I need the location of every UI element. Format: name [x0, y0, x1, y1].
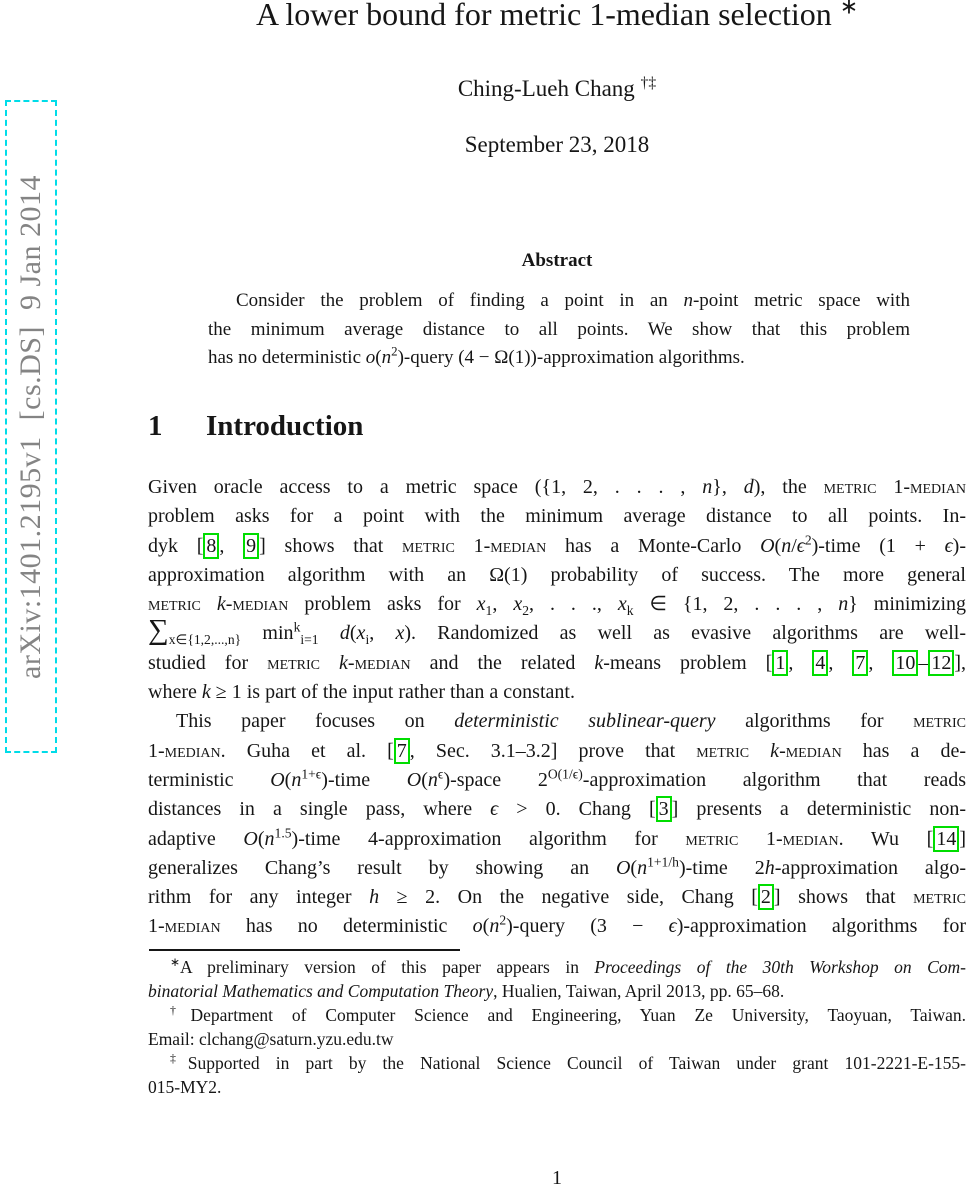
text-run: ( [421, 768, 428, 791]
author-line [148, 76, 966, 102]
text-run: ( [349, 622, 357, 645]
text-line [208, 344, 910, 373]
citation-link[interactable]: 7 [852, 650, 868, 676]
text-run: O [406, 768, 422, 791]
author-footnote-marks: †‡ [640, 74, 657, 92]
text-run: d [339, 622, 350, 645]
text-run: O [760, 534, 775, 557]
text-run: , [492, 593, 514, 616]
text-run: )-time 4-approximation algorithm for [291, 827, 686, 850]
citation-link[interactable]: 1 [772, 650, 788, 676]
paper-title [148, 0, 966, 33]
text-run: ∗ [170, 955, 180, 970]
citation-link[interactable]: 9 [243, 533, 259, 559]
abstract-body [208, 287, 910, 373]
section-heading [148, 410, 966, 443]
text-run: metric 1-median [823, 476, 966, 498]
text-run: -median [779, 739, 842, 762]
text-run: ‡ [170, 1051, 188, 1066]
text-run: the minimum average distance to all points. We show that this problem [208, 318, 910, 340]
text-run: x [356, 622, 366, 645]
text-run: n [264, 827, 275, 850]
text-run: , [369, 622, 396, 645]
text-run: x∈{1,2,...,n} [168, 632, 242, 648]
text-run: n [427, 768, 438, 791]
citation-link[interactable]: 7 [394, 738, 410, 764]
text-run: 015-MY2. [148, 1077, 222, 1097]
text-run: n [637, 856, 648, 879]
text-line [148, 619, 966, 648]
text-run: 1-median [148, 915, 221, 938]
text-run: ≥ 1 is part of the input rather than a constant. [210, 681, 575, 704]
text-line [208, 287, 910, 316]
text-run: rithm for any integer [148, 886, 370, 909]
text-run: 1-median [148, 739, 221, 762]
footnotes [148, 955, 966, 1099]
text-line [148, 737, 966, 766]
page-number: 1 [552, 1167, 562, 1189]
text-run: metric [696, 739, 771, 762]
text-run: n [489, 915, 500, 938]
text-run: ϵ [796, 534, 805, 557]
text-run: has no deterministic [208, 347, 366, 368]
text-run: , [868, 651, 893, 674]
text-run: ( [774, 534, 782, 557]
text-run: i [365, 632, 370, 648]
text-run: x [617, 593, 627, 616]
text-run: metric [148, 593, 217, 616]
title-footnote-mark: ∗ [839, 0, 859, 19]
text-run: n [381, 347, 392, 368]
text-run: -median [347, 651, 411, 674]
text-run: )-query (4 − Ω(1))-approximation algorithms. [397, 347, 745, 368]
text-run: } minimizing [848, 593, 966, 616]
paragraph [148, 707, 966, 941]
text-run: n [702, 476, 713, 498]
text-run: )- [952, 534, 966, 557]
arxiv-id-text: arXiv:1401.2195v1 [cs.DS] 9 Jan 2014 [14, 174, 47, 679]
text-run: Proceedings of the 30th Workshop on Com- [594, 957, 966, 977]
text-run: ] shows that [773, 886, 914, 909]
paper-date: September 23, 2018 [464, 132, 650, 157]
citation-link[interactable]: 3 [656, 796, 672, 822]
text-run: )-space 2 [443, 768, 548, 791]
text-run: binatorial Mathematics and Computation Theory [148, 981, 494, 1001]
text-line [148, 955, 966, 979]
text-run: ). Randomized as well as evasive algorithms are well- [404, 622, 966, 645]
text-run: approximation algorithm with an Ω(1) probability of success. The more general [148, 563, 966, 586]
text-run: algorithms for [715, 710, 914, 733]
text-run: 1+1/h [647, 854, 679, 870]
paper-title-text: A lower bound for metric 1-median selection [255, 0, 832, 32]
text-line [148, 532, 966, 561]
text-run: k [201, 681, 211, 704]
text-run: . Wu [ [838, 827, 934, 850]
text-line [148, 473, 966, 502]
text-run: ≥ 2. On the negative side, Chang [ [379, 886, 758, 909]
text-run: 1.5 [274, 824, 292, 840]
section-number: 1 [148, 410, 163, 442]
text-line [148, 912, 966, 941]
text-run: metric 1-median [685, 827, 839, 850]
introduction-text [148, 473, 966, 942]
text-run: -point metric space with [692, 290, 910, 311]
text-run: This paper focuses on [176, 710, 455, 733]
text-run [319, 622, 340, 644]
text-run: o [365, 347, 376, 368]
text-run: k [770, 739, 780, 762]
text-run: ϵ [668, 915, 677, 938]
text-run: )-query (3 − [506, 915, 669, 938]
citation-link[interactable]: 10 [892, 650, 918, 676]
text-run: ), the [753, 476, 824, 498]
text-run: h [764, 856, 775, 879]
text-run: , [828, 651, 853, 674]
citation-link[interactable]: 14 [933, 826, 959, 852]
text-run: 1+ϵ [301, 766, 322, 782]
text-run: min [241, 622, 294, 645]
text-line [148, 502, 966, 531]
text-run: ], [954, 651, 966, 674]
text-run: x [395, 622, 405, 645]
text-line [148, 707, 966, 736]
text-run: k [216, 593, 226, 616]
text-run: i=1 [300, 632, 319, 648]
text-run: n [838, 593, 849, 616]
text-line [148, 766, 966, 795]
text-line [148, 1051, 966, 1075]
text-run: ] [959, 827, 966, 850]
text-run: d [743, 476, 754, 498]
text-run: has no deterministic [220, 915, 473, 938]
text-run: metric 1-median [402, 534, 547, 557]
text-run: x [513, 593, 523, 616]
citation-link[interactable]: 2 [758, 884, 774, 910]
text-line [148, 1075, 966, 1099]
text-run: n [781, 534, 792, 557]
text-run: metric [913, 886, 966, 909]
text-run: ( [257, 827, 265, 850]
text-run: ( [630, 856, 638, 879]
text-run: O(1/ϵ) [547, 766, 583, 782]
text-run: ∑ [148, 619, 169, 647]
text-run: Supported in part by the National Science Council of Taiwan under grant 101-2221-E-155- [187, 1053, 966, 1073]
text-run: ( [482, 915, 490, 938]
text-run: x [476, 593, 486, 616]
text-line [148, 590, 966, 619]
text-run: has a de- [841, 739, 966, 762]
text-run: )-time [321, 768, 407, 791]
citation-link[interactable]: 8 [203, 533, 219, 559]
text-run: n [683, 290, 693, 311]
text-run: metric [913, 710, 966, 733]
text-run: 2 [391, 344, 398, 359]
text-run: O [270, 768, 285, 791]
text-run: , [788, 651, 813, 674]
text-line [148, 649, 966, 678]
abstract-heading: Abstract [521, 250, 593, 271]
text-run: and the related [410, 651, 595, 674]
text-run: n [291, 768, 302, 791]
text-run: dyk [ [148, 534, 204, 557]
text-run: generalizes Chang’s result by showing an [148, 856, 616, 879]
text-run: k [594, 651, 604, 674]
text-run: -approximation algorithm that reads [582, 768, 966, 791]
text-run: O [615, 856, 631, 879]
text-line [148, 678, 966, 707]
text-run: , [219, 534, 244, 557]
text-run: o [472, 915, 483, 938]
text-run: }, [712, 476, 744, 498]
text-run: O [243, 827, 258, 850]
author-name: Ching-Lueh Chang [457, 76, 635, 101]
text-run: )-time 2 [678, 856, 765, 879]
text-run: > 0. Chang [ [498, 798, 656, 821]
text-run: metric [267, 651, 340, 674]
section-title: Introduction [206, 410, 364, 442]
text-line [148, 795, 966, 824]
text-run: A preliminary version of this paper appears in [179, 957, 595, 977]
text-run: † [170, 1003, 191, 1018]
text-run: / [791, 534, 797, 557]
text-run: )-time (1 + [811, 534, 945, 557]
text-run: k [293, 619, 301, 635]
text-run: Given oracle access to a metric space ({1, 2, . . . , [148, 476, 703, 498]
text-run: Email: clchang@saturn.yzu.edu.tw [148, 1029, 394, 1049]
text-line [148, 979, 966, 1003]
text-run: where [148, 681, 202, 704]
text-line [148, 1003, 966, 1027]
text-run: terministic [148, 768, 271, 791]
text-run: ϵ [944, 534, 953, 557]
text-run: -means problem [ [603, 651, 773, 674]
text-run: adaptive [148, 827, 244, 850]
text-run: . Guha et al. [ [220, 739, 394, 762]
footnote-rule [149, 949, 460, 951]
text-run: studied for [148, 651, 268, 674]
text-run: deterministic sublinear-query [454, 710, 716, 733]
text-run: , . . ., [529, 593, 618, 616]
text-line [148, 561, 966, 590]
text-run: 1 [485, 603, 493, 619]
text-run: -median [225, 593, 289, 616]
text-run: -approximation algo- [774, 856, 966, 879]
text-line [148, 854, 966, 883]
text-run: ∈ {1, 2, . . . , [633, 593, 839, 616]
text-run: k [339, 651, 348, 674]
text-run: – [918, 651, 929, 674]
text-run: has a Monte-Carlo [546, 534, 761, 557]
arxiv-watermark-box [5, 100, 57, 753]
text-run: problem asks for a point with the minimum average distance to all points. In- [148, 505, 966, 528]
text-run: , Hualien, Taiwan, April 2013, pp. 65–68. [493, 981, 785, 1001]
text-line [148, 825, 966, 854]
text-run: 2 [804, 531, 812, 547]
text-run: 2 [522, 603, 529, 619]
citation-link[interactable]: 4 [812, 650, 828, 676]
text-run: k [626, 603, 634, 619]
text-line [148, 1027, 966, 1051]
text-run: ϵ [490, 798, 499, 821]
text-run: ] shows that [259, 534, 402, 557]
text-run: )-approximation algorithms for [676, 915, 966, 938]
paragraph [148, 473, 966, 707]
text-run: Department of Computer Science and Engineering, Yuan Ze University, Taoyuan, Taiwan. [190, 1005, 966, 1025]
citation-link[interactable]: 12 [928, 650, 954, 676]
text-run: ( [375, 347, 382, 368]
text-run: ( [284, 768, 292, 791]
text-run: distances in a single pass, where [148, 798, 491, 821]
text-line [148, 883, 966, 912]
text-line [208, 316, 910, 345]
text-run: problem asks for [288, 593, 477, 616]
text-run: 2 [499, 912, 507, 928]
text-run: , Sec. 3.1–3.2] prove that [409, 739, 697, 762]
text-run: ] presents a deterministic non- [671, 798, 966, 821]
text-run: ϵ [437, 766, 444, 782]
text-run: h [369, 886, 380, 909]
text-run: Consider the problem of finding a point in an [236, 290, 684, 311]
